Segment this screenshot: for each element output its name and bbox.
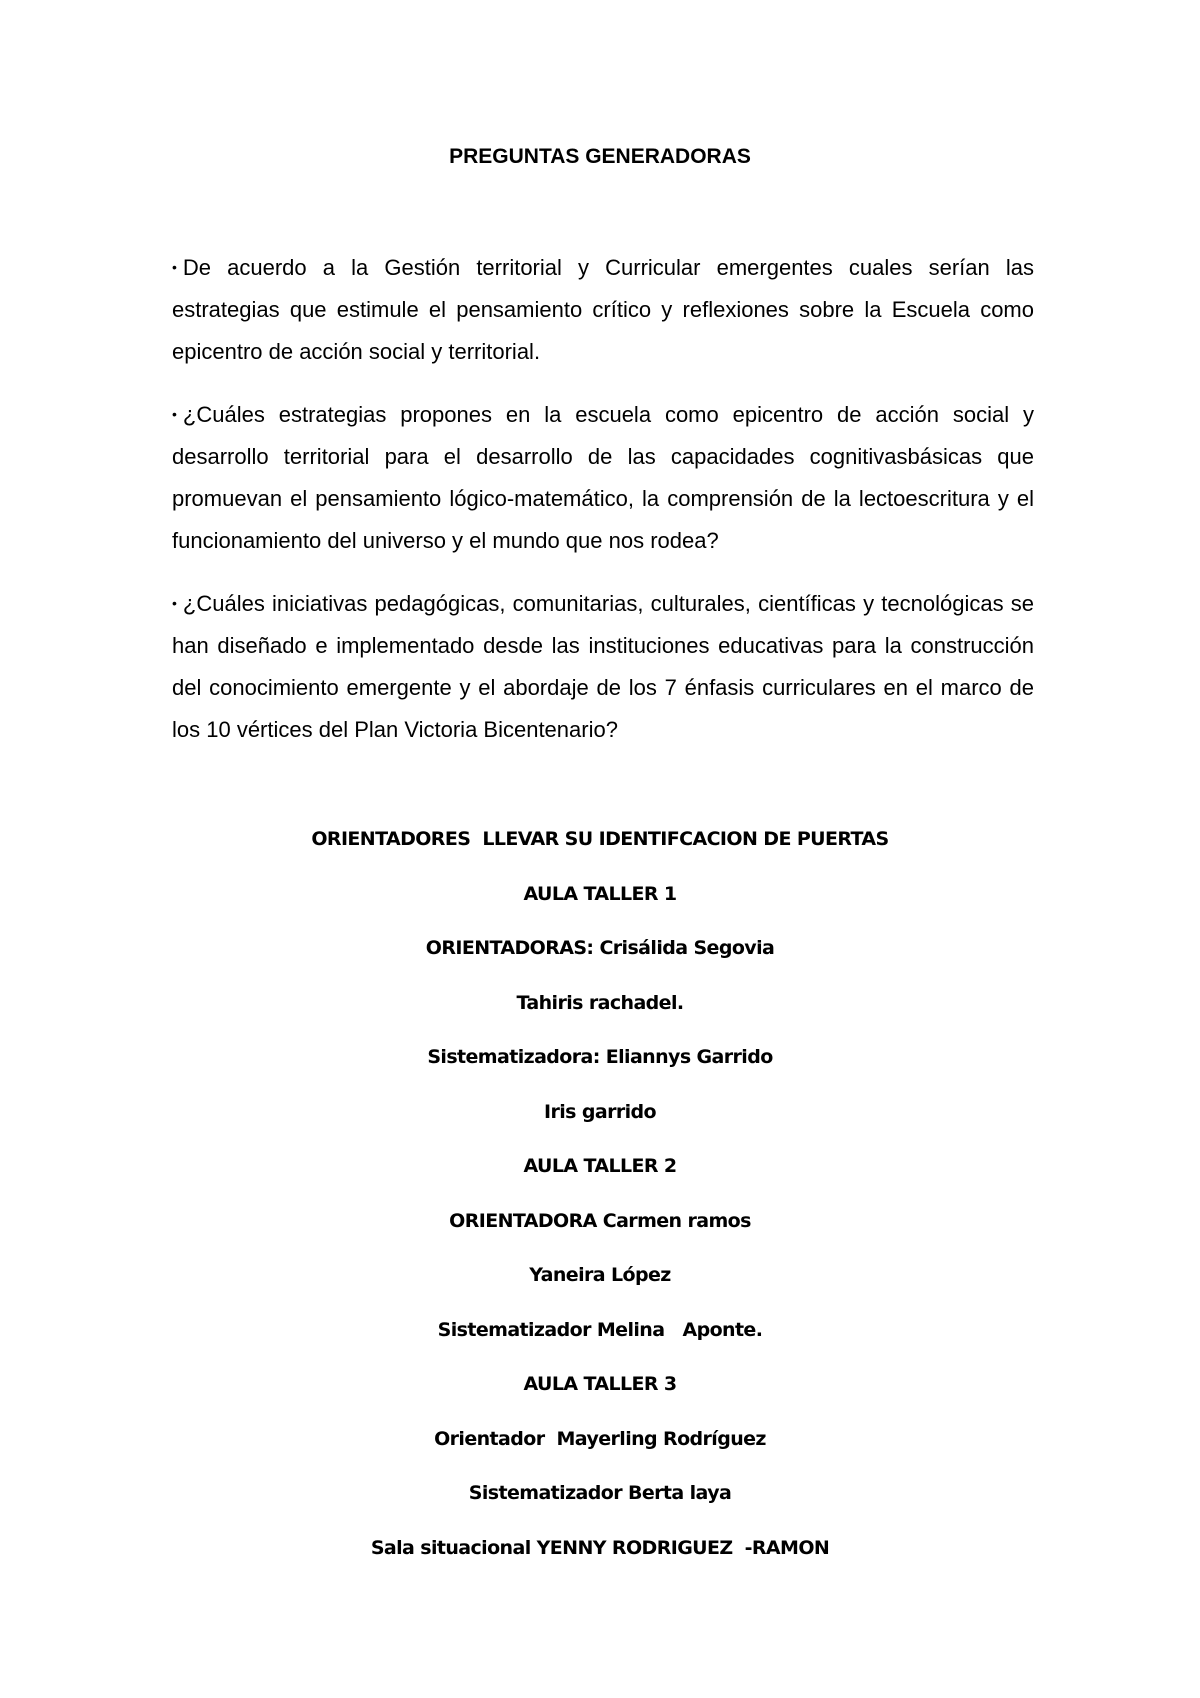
aula-taller-1-orientadora-2: Tahiris rachadel. xyxy=(516,991,684,1014)
aula-taller-2-title: AULA TALLER 2 xyxy=(523,1155,677,1177)
aula-taller-2-orientadora: ORIENTADORA Carmen ramos xyxy=(449,1209,751,1232)
assignments-heading: ORIENTADORES LLEVAR SU IDENTIFCACION DE PUERTAS xyxy=(311,828,889,850)
aula-taller-2-sistematizador: Sistematizador Melina Aponte. xyxy=(437,1318,763,1341)
aula-taller-3-orientador: Orientador Mayerling Rodríguez xyxy=(434,1427,766,1450)
question-item xyxy=(172,393,1034,562)
aula-taller-1-title: AULA TALLER 1 xyxy=(523,882,677,905)
question-text: ¿Cuáles estrategias propones en la escuela como epicentro de acción social y desarrollo territorial para el desarrollo de las capacidades cognitivasbásicas que promuevan el pensamiento lógico-matemático, la comprensión de la lectoescritura y el funcionamiento del universo y el mundo que nos rodea? xyxy=(172,402,1034,553)
question-text: De acuerdo a la Gestión territorial y Curricular emergentes cuales serían las estrategias que estimule el pensamiento crítico y reflexiones sobre la Escuela como epicentro de acción social y territorial. xyxy=(172,255,1034,364)
assignments-section xyxy=(0,812,1200,1575)
bullet-icon: • xyxy=(172,406,177,422)
sala-situacional: Sala situacional YENNY RODRIGUEZ -RAMON xyxy=(370,1536,830,1559)
aula-taller-1-orientadoras: ORIENTADORAS: Crisálida Segovia xyxy=(425,937,775,959)
question-item xyxy=(172,582,1034,751)
question-text: ¿Cuáles iniciativas pedagógicas, comunitarias, culturales, científicas y tecnológicas se han diseñado e implementado desde las instituciones educativas para la construcción del conocimiento emergente y el abordaje de los 7 énfasis curriculares en el marco de los 10 vértices del Plan Victoria Bicentenario? xyxy=(172,591,1034,742)
bullet-icon: • xyxy=(172,259,177,275)
question-item xyxy=(172,246,1034,373)
aula-taller-2-orientadora-2: Yaneira López xyxy=(529,1264,671,1286)
aula-taller-3-title: AULA TALLER 3 xyxy=(523,1373,677,1395)
aula-taller-3-sistematizador: Sistematizador Berta laya xyxy=(468,1482,732,1504)
aula-taller-1-sistematizadora: Sistematizadora: Eliannys Garrido xyxy=(427,1046,773,1068)
bullet-icon: • xyxy=(172,595,177,611)
aula-taller-1-sistematizadora-2: Iris garrido xyxy=(543,1100,656,1123)
questions-list xyxy=(172,246,1034,771)
document-title: PREGUNTAS GENERADORAS xyxy=(449,145,751,168)
